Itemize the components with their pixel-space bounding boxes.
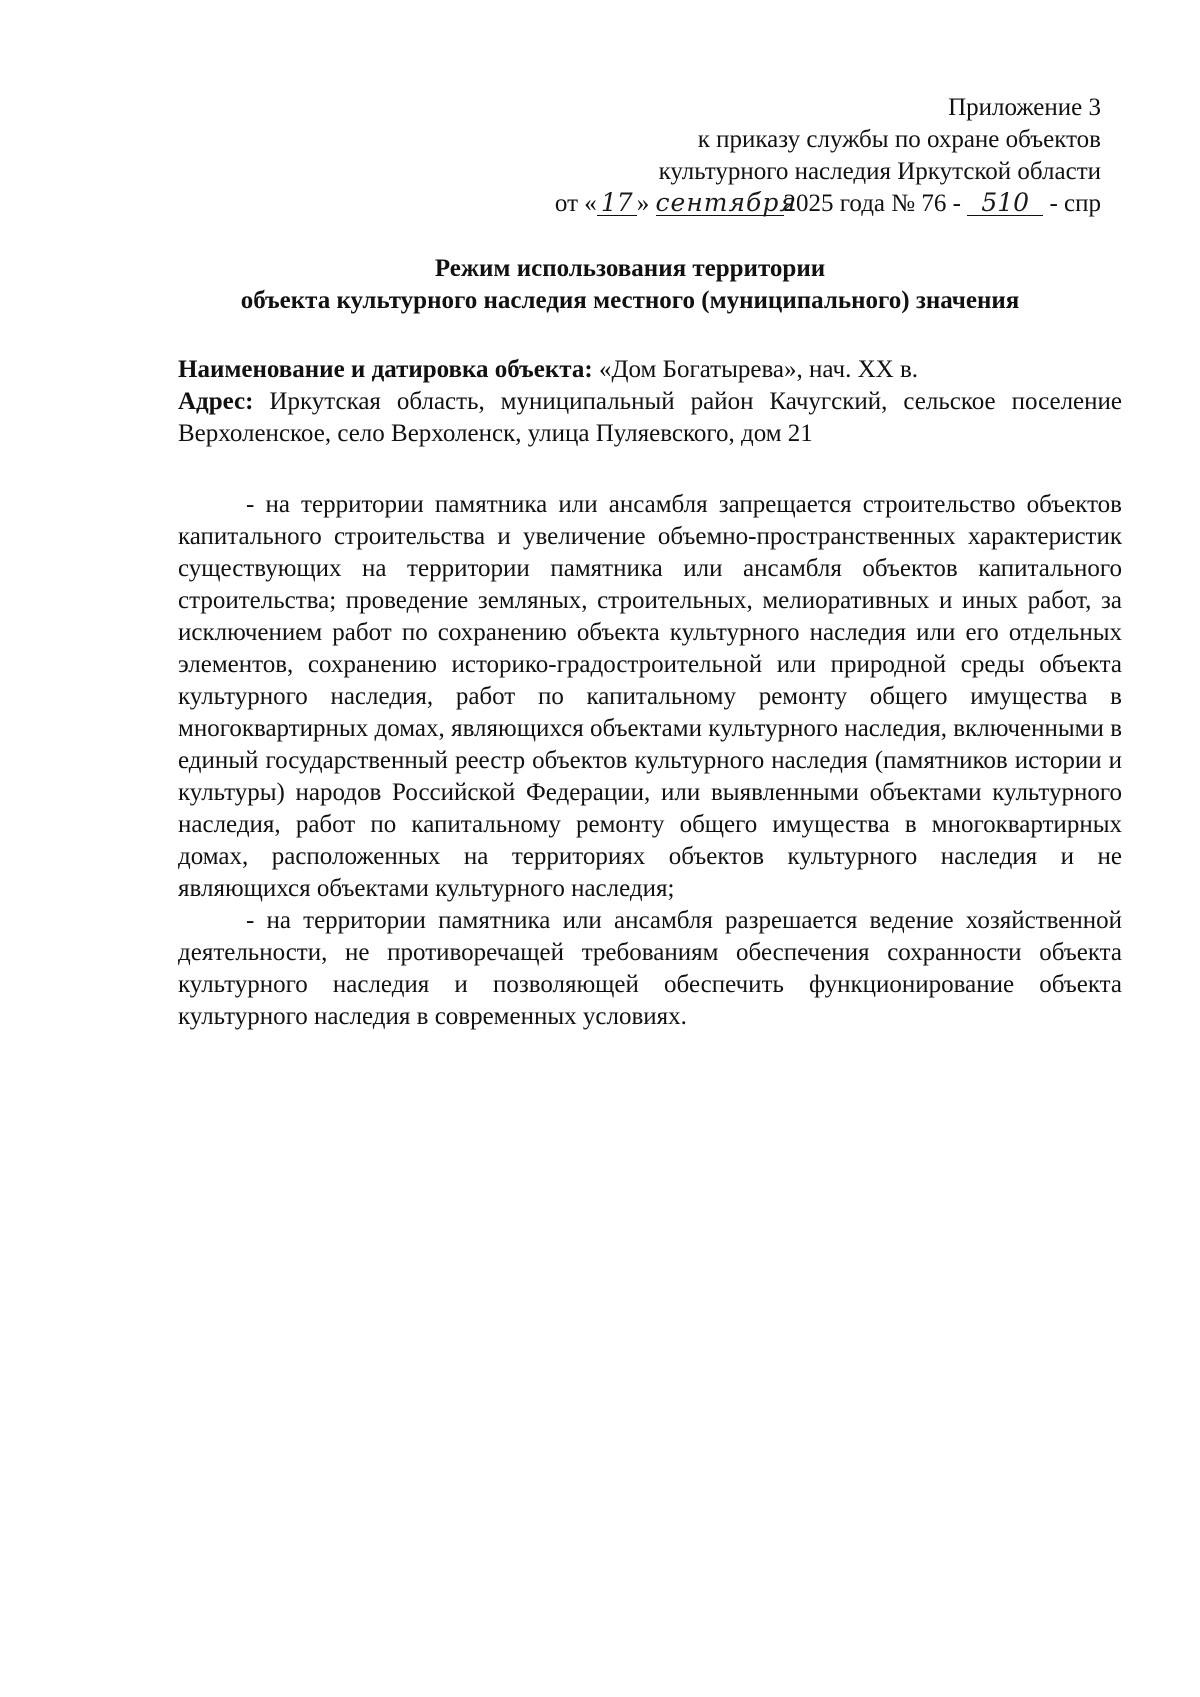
handwritten-day: 17 — [597, 191, 637, 216]
appendix-header — [401, 92, 1101, 220]
object-info — [178, 354, 1122, 450]
year-text: 2025 года № 76 - — [783, 190, 968, 217]
object-name-value: «Дом Богатырева», нач. XX в. — [592, 356, 918, 383]
object-address-row — [178, 386, 1122, 450]
date-mid: » — [636, 190, 656, 217]
object-address-label: Адрес: — [178, 388, 254, 415]
order-suffix: - спр — [1043, 190, 1101, 217]
handwritten-order-number: 510 — [967, 191, 1043, 216]
order-date-line — [401, 188, 1101, 220]
appendix-number: Приложение 3 — [948, 94, 1101, 121]
order-reference-line: к приказу службы по охране объектов — [697, 126, 1101, 153]
document-title — [160, 253, 1100, 317]
object-name-row — [178, 354, 1122, 386]
rule-prohibition: - на территории памятника или ансамбля запрещается строительство объектов капитального строительства и увеличение объемно-пространственных характеристик существующих на территории памятника или ансамбля объектов капитального строительства; проведение земляных, строительных, мелиоративных и иных работ, за исключением работ по сохранению объекта культурного наследия или его отдельных элементов, сохранению историко-градостроительной или природной среды объекта культурного наследия, работ по капитальному ремонту общего имущества в многоквартирных домах, являющихся объектами культурного наследия, включенными в единый государственный реестр объектов культурного наследия (памятников истории и культуры) народов Российской Федерации, или выявленными объектами культурного наследия, работ по капитальному ремонту общего имущества в многоквартирных домах, расположенных на территориях объектов культурного наследия и не являющихся объектами культурного наследия; — [178, 491, 1122, 902]
title-line-1: Режим использования территории — [434, 255, 826, 282]
object-name-label: Наименование и датировка объекта: — [178, 356, 593, 383]
date-prefix: от « — [554, 190, 597, 217]
usage-rules — [178, 489, 1122, 1033]
handwritten-month: сентября — [655, 188, 797, 217]
agency-name-line: культурного наследия Иркутской области — [658, 158, 1101, 185]
object-address-value: Иркутская область, муниципальный район Качугский, сельское поселение Верхоленское, село Верхоленск, улица Пуляевского, дом 21 — [178, 388, 1122, 447]
rule-permission: - на территории памятника или ансамбля разрешается ведение хозяйственной деятельности, не противоречащей требованиям обеспечения сохранности объекта культурного наследия и позволяющей обеспечить функционирование объекта культурного наследия в современных условиях. — [178, 907, 1122, 1030]
title-line-2: объекта культурного наследия местного (муниципального) значения — [240, 287, 1020, 314]
